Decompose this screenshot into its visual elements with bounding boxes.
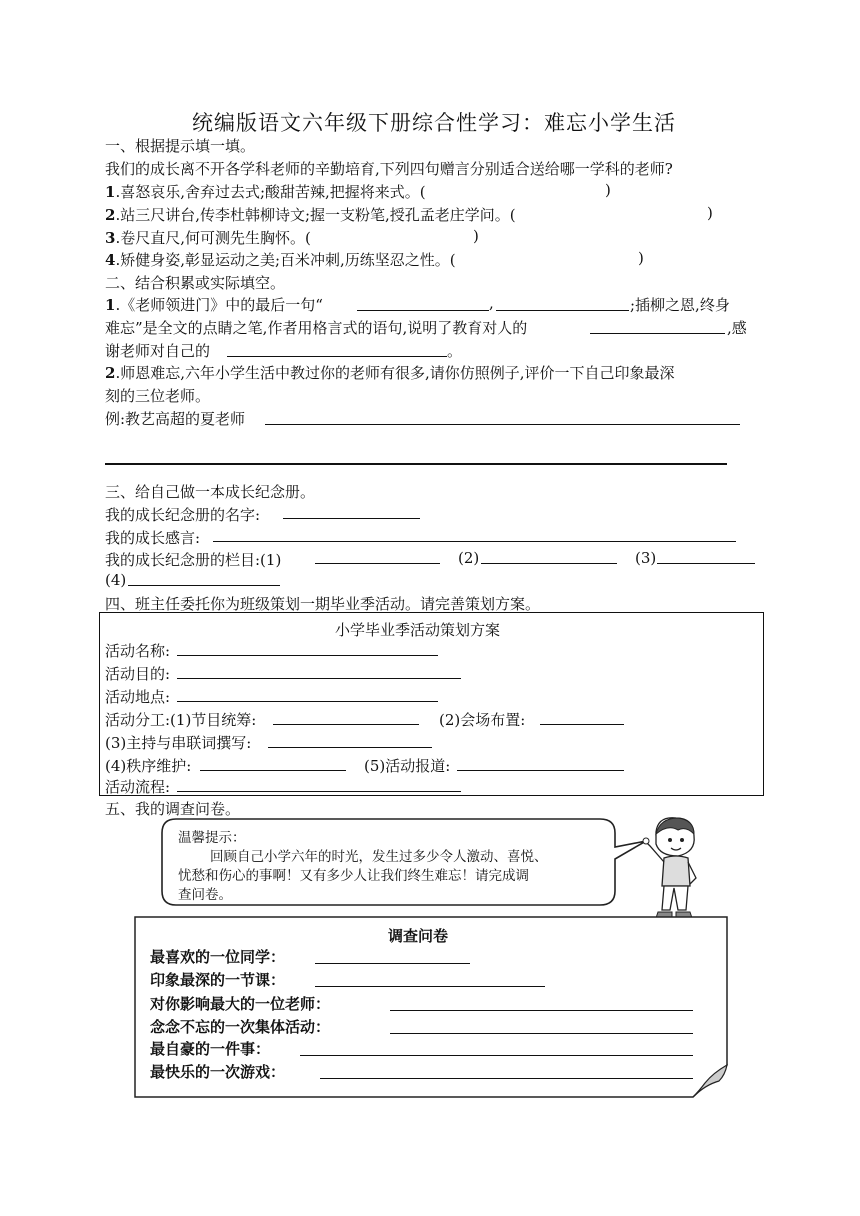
survey-title: 调查问卷 (388, 927, 449, 945)
survey-field[interactable] (315, 963, 470, 964)
blank-line[interactable] (265, 424, 740, 425)
activity-purpose-field[interactable] (177, 678, 461, 679)
survey-field[interactable] (390, 1010, 693, 1011)
s2-q1-line2-tail: ,感 (727, 319, 747, 337)
s2-q2-line1: 2.师恩难忘,六年小学生活中教过你的老师有很多,请你仿照例子,评价一下自己印象最深 (105, 364, 675, 382)
s2-q1-tail: ;插柳之恩,终身 (630, 296, 730, 314)
s2-q1-line1: 1.《老师领进门》中的最后一句“ (105, 296, 323, 314)
survey-row-label: 最快乐的一次游戏： (150, 1063, 286, 1081)
section-1-heading: 一、根据提示填一填。 (105, 137, 256, 155)
activity-place-field[interactable] (177, 701, 438, 702)
venue-label: (2)会场布置: (439, 711, 526, 729)
division-label: 活动分工:(1)节目统筹: (105, 711, 257, 729)
comma: , (489, 294, 494, 312)
s1-item-1: 1.喜怒哀乐,舍弃过去式;酸甜苦辣,把握将来式。( (105, 183, 426, 201)
motto-label: 我的成长感言: (105, 529, 201, 547)
flow-field[interactable] (177, 791, 461, 792)
tip-line-1: 回顾自己小学六年的时光，发生过多少令人激动、喜悦、 (210, 849, 548, 865)
s1-item-4-close: ) (638, 249, 644, 267)
plan-title: 小学毕业季活动策划方案 (335, 621, 501, 639)
period: 。 (447, 342, 463, 360)
s1-item-4: 4.矫健身姿,彰显运动之美;百米冲刺,历练坚忍之性。( (105, 251, 456, 269)
motto-field[interactable] (213, 541, 736, 542)
section-5-heading: 五、我的调查问卷。 (105, 800, 241, 818)
host-label: (3)主持与串联词撰写: (105, 734, 252, 752)
survey-row-label: 对你影响最大的一位老师： (150, 995, 331, 1013)
tip-title: 温馨提示： (178, 830, 246, 846)
column-4-label: (4) (105, 571, 127, 589)
page-title: 统编版语文六年级下册综合性学习：难忘小学生活 (192, 111, 676, 135)
activity-purpose-label: 活动目的: (105, 665, 171, 683)
s1-item-3-close: ) (473, 227, 479, 245)
s2-q1-line2: 难忘”是全文的点睛之笔,作者用格言式的语句,说明了教育对人的 (105, 319, 528, 337)
blank-line[interactable] (357, 310, 489, 311)
s2-example: 例:教艺高超的夏老师 (105, 410, 246, 428)
s1-item-2: 2.站三尺讲台,传李杜韩柳诗文;握一支粉笔,授孔孟老庄学问。( (105, 206, 516, 224)
section-3-heading: 三、给自己做一本成长纪念册。 (105, 483, 316, 501)
activity-name-field[interactable] (177, 655, 438, 656)
column-2-field[interactable] (481, 563, 617, 564)
section-2-heading: 二、结合积累或实际填空。 (105, 274, 286, 292)
activity-name-label: 活动名称: (105, 642, 171, 660)
survey-row-label: 最自豪的一件事： (150, 1040, 271, 1058)
cartoon-boy-illustration (638, 812, 708, 922)
section-4-heading: 四、班主任委托你为班级策划一期毕业季活动。请完善策划方案。 (105, 595, 541, 613)
columns-label: 我的成长纪念册的栏目:(1) (105, 551, 282, 569)
blank-line[interactable] (590, 333, 725, 334)
survey-field[interactable] (315, 986, 545, 987)
s1-item-2-close: ) (707, 204, 713, 222)
flow-label: 活动流程: (105, 778, 171, 796)
report-field[interactable] (457, 770, 624, 771)
s1-item-1-close: ) (605, 181, 611, 199)
tip-line-2: 忧愁和伤心的事啊！又有多少人让我们终生难忘！请完成调 (178, 868, 529, 884)
order-label: (4)秩序维护: (105, 757, 192, 775)
s2-q1-line3: 谢老师对自己的 (105, 342, 211, 360)
blank-line[interactable] (105, 463, 727, 465)
venue-field[interactable] (540, 724, 624, 725)
column-1-field[interactable] (315, 563, 440, 564)
blank-line[interactable] (496, 310, 629, 311)
column-3-label: (3) (635, 549, 657, 567)
album-name-field[interactable] (283, 518, 420, 519)
s2-q2-line2: 刻的三位老师。 (105, 387, 211, 405)
tip-line-3: 查问卷。 (178, 887, 232, 903)
survey-row-label: 最喜欢的一位同学： (150, 948, 286, 966)
program-field[interactable] (273, 724, 419, 725)
host-field[interactable] (268, 747, 432, 748)
survey-row-label: 印象最深的一节课： (150, 971, 286, 989)
survey-row-label: 念念不忘的一次集体活动： (150, 1018, 331, 1036)
album-name-label: 我的成长纪念册的名字: (105, 506, 261, 524)
column-2-label: (2) (458, 549, 480, 567)
activity-place-label: 活动地点: (105, 688, 171, 706)
section-1-intro: 我们的成长离不开各学科老师的辛勤培育,下列四句赠言分别适合送给哪一学科的老师? (105, 160, 673, 178)
column-4-field[interactable] (128, 585, 280, 586)
report-label: (5)活动报道: (364, 757, 451, 775)
order-field[interactable] (200, 770, 346, 771)
survey-field[interactable] (320, 1078, 693, 1079)
survey-field[interactable] (390, 1033, 693, 1034)
blank-line[interactable] (227, 356, 447, 357)
survey-field[interactable] (300, 1055, 693, 1056)
column-3-field[interactable] (657, 563, 755, 564)
s1-item-3: 3.卷尺直尺,何可测先生胸怀。( (105, 229, 311, 247)
